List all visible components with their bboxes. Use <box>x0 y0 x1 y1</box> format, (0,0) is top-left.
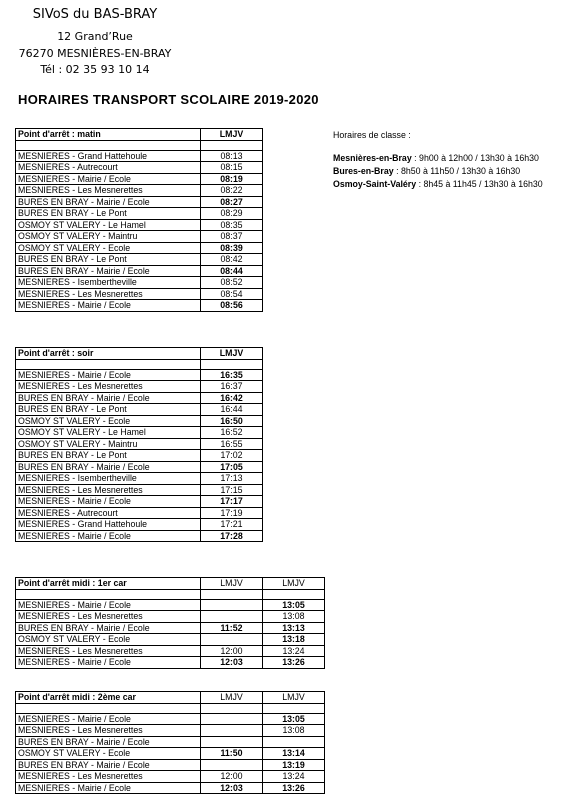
stop-name: MESNIERES - Les Mesnerettes <box>16 725 201 737</box>
empty-cell <box>16 703 201 713</box>
table-row <box>16 404 263 416</box>
table-row <box>16 599 325 611</box>
departure-time: 08:15 <box>201 162 263 174</box>
class-hours-place: Mesnières-en-Bray <box>333 153 412 163</box>
stop-name: MESNIERES - Autrecourt <box>16 162 201 174</box>
class-hours-row <box>333 153 539 163</box>
stop-name: OSMOY ST VALERY - Le Hamel <box>16 219 201 231</box>
stop-name: MESNIERES - Grand Hattehoule <box>16 150 201 162</box>
table-row <box>16 736 325 748</box>
departure-time-afternoon <box>263 736 325 748</box>
table-row <box>16 713 325 725</box>
class-hours-times: : 9h00 à 12h00 / 13h30 à 16h30 <box>411 153 539 163</box>
empty-cell <box>16 140 201 150</box>
table-row <box>16 219 263 231</box>
departure-time-afternoon: 13:05 <box>263 713 325 725</box>
stop-name: MESNIERES - Mairie / Ecole <box>16 300 201 312</box>
departure-time-afternoon: 13:08 <box>263 725 325 737</box>
table-row <box>16 242 263 254</box>
stop-name: BURES EN BRAY - Le Pont <box>16 208 201 220</box>
departure-time: 16:37 <box>201 381 263 393</box>
departure-time: 08:27 <box>201 196 263 208</box>
table-row <box>16 725 325 737</box>
departure-time: 17:17 <box>201 496 263 508</box>
column-header-days: LMJV <box>201 578 263 590</box>
stop-name: BURES EN BRAY - Mairie / Ecole <box>16 461 201 473</box>
empty-cell <box>263 589 325 599</box>
table-row <box>16 645 325 657</box>
table-row <box>16 507 263 519</box>
stop-name: MESNIERES - Mairie / Ecole <box>16 369 201 381</box>
table-spacer-row <box>16 703 325 713</box>
departure-time: 17:19 <box>201 507 263 519</box>
stop-name: MESNIERES - Les Mesnerettes <box>16 611 201 623</box>
stop-name: MESNIERES - Les Mesnerettes <box>16 771 201 783</box>
column-header-days: LMJV <box>201 692 263 704</box>
stop-name: OSMOY ST VALERY - Ecole <box>16 748 201 760</box>
departure-time-morning <box>201 599 263 611</box>
empty-cell <box>201 359 263 369</box>
midi-first-bus-table <box>15 577 325 669</box>
empty-cell <box>201 703 263 713</box>
table-row <box>16 438 263 450</box>
stop-name: MESNIERES - Les Mesnerettes <box>16 185 201 197</box>
departure-time-afternoon: 13:24 <box>263 771 325 783</box>
departure-time: 17:05 <box>201 461 263 473</box>
table-header-row <box>16 578 325 590</box>
departure-time: 16:35 <box>201 369 263 381</box>
stop-name: BURES EN BRAY - Mairie / Ecole <box>16 622 201 634</box>
stop-name: MESNIERES - Mairie / Ecole <box>16 782 201 794</box>
table-row <box>16 622 325 634</box>
stop-name: MESNIERES - Mairie / Ecole <box>16 657 201 669</box>
column-header-stop: Point d'arrêt midi : 2ème car <box>16 692 201 704</box>
organization-phone: Tél : 02 35 93 10 14 <box>40 63 150 76</box>
table-row <box>16 369 263 381</box>
table-row <box>16 461 263 473</box>
stop-name: MESNIERES - Mairie / Ecole <box>16 530 201 542</box>
table-row <box>16 173 263 185</box>
departure-time: 08:35 <box>201 219 263 231</box>
column-header-stop: Point d'arrêt : soir <box>16 348 201 360</box>
stop-name: OSMOY ST VALERY - Maintru <box>16 231 201 243</box>
table-header-row <box>16 129 263 141</box>
class-hours-row <box>333 166 520 176</box>
table-row <box>16 196 263 208</box>
departure-time: 17:13 <box>201 473 263 485</box>
table-header-row <box>16 348 263 360</box>
column-header-days: LMJV <box>263 578 325 590</box>
departure-time: 08:54 <box>201 288 263 300</box>
stop-name: MESNIERES - Autrecourt <box>16 507 201 519</box>
departure-time-afternoon: 13:19 <box>263 759 325 771</box>
departure-time: 16:44 <box>201 404 263 416</box>
class-hours-place: Osmoy-Saint-Valéry <box>333 179 417 189</box>
class-hours-times: : 8h50 à 11h50 / 13h30 à 16h30 <box>393 166 521 176</box>
departure-time: 08:39 <box>201 242 263 254</box>
departure-time: 08:52 <box>201 277 263 289</box>
column-header-days: LMJV <box>201 129 263 141</box>
stop-name: MESNIERES - Mairie / Ecole <box>16 599 201 611</box>
table-row <box>16 427 263 439</box>
departure-time-morning: 11:50 <box>201 748 263 760</box>
column-header-days: LMJV <box>263 692 325 704</box>
departure-time: 16:42 <box>201 392 263 404</box>
table-row <box>16 530 263 542</box>
stop-name: MESNIERES - Grand Hattehoule <box>16 519 201 531</box>
table-row <box>16 288 263 300</box>
empty-cell <box>201 589 263 599</box>
departure-time-afternoon: 13:14 <box>263 748 325 760</box>
departure-time-morning: 12:00 <box>201 645 263 657</box>
departure-time: 08:37 <box>201 231 263 243</box>
table-row <box>16 611 325 623</box>
stop-name: BURES EN BRAY - Mairie / Ecole <box>16 759 201 771</box>
stop-name: MESNIERES - Mairie / Ecole <box>16 496 201 508</box>
organization-address-line2: 76270 MESNIÈRES-EN-BRAY <box>18 47 172 60</box>
departure-time: 08:19 <box>201 173 263 185</box>
stop-name: MESNIERES - Mairie / Ecole <box>16 173 201 185</box>
table-row <box>16 185 263 197</box>
departure-time-morning <box>201 759 263 771</box>
departure-time: 08:44 <box>201 265 263 277</box>
table-row <box>16 473 263 485</box>
evening-schedule-table <box>15 347 263 542</box>
table-row <box>16 782 325 794</box>
empty-cell <box>16 359 201 369</box>
departure-time-afternoon: 13:18 <box>263 634 325 646</box>
stop-name: BURES EN BRAY - Mairie / Ecole <box>16 392 201 404</box>
table-row <box>16 450 263 462</box>
empty-cell <box>263 703 325 713</box>
table-row <box>16 265 263 277</box>
departure-time-afternoon: 13:05 <box>263 599 325 611</box>
class-hours-title: Horaires de classe : <box>333 130 411 140</box>
class-hours-times: : 8h45 à 11h45 / 13h30 à 16h30 <box>416 179 543 189</box>
stop-name: MESNIERES - Mairie / Ecole <box>16 713 201 725</box>
column-header-stop: Point d'arrêt : matin <box>16 129 201 141</box>
table-spacer-row <box>16 359 263 369</box>
departure-time-morning <box>201 611 263 623</box>
stop-name: BURES EN BRAY - Le Pont <box>16 254 201 266</box>
stop-name: MESNIERES - Les Mesnerettes <box>16 288 201 300</box>
departure-time: 08:29 <box>201 208 263 220</box>
midi-second-bus-table <box>15 691 325 794</box>
class-hours-place: Bures-en-Bray <box>333 166 394 176</box>
empty-cell <box>201 140 263 150</box>
morning-schedule-table <box>15 128 263 312</box>
table-row <box>16 634 325 646</box>
stop-name: MESNIERES - Les Mesnerettes <box>16 645 201 657</box>
departure-time: 16:52 <box>201 427 263 439</box>
departure-time-morning <box>201 725 263 737</box>
table-row <box>16 392 263 404</box>
stop-name: MESNIERES - Les Mesnerettes <box>16 381 201 393</box>
table-row <box>16 415 263 427</box>
departure-time: 08:42 <box>201 254 263 266</box>
table-row <box>16 484 263 496</box>
stop-name: BURES EN BRAY - Mairie / Ecole <box>16 265 201 277</box>
organization-name: SIVoS du BAS-BRAY <box>32 7 158 22</box>
table-row <box>16 277 263 289</box>
departure-time-afternoon: 13:24 <box>263 645 325 657</box>
departure-time: 16:50 <box>201 415 263 427</box>
stop-name: MESNIERES - Les Mesnerettes <box>16 484 201 496</box>
table-row <box>16 381 263 393</box>
stop-name: OSMOY ST VALERY - Ecole <box>16 415 201 427</box>
column-header-stop: Point d'arrêt midi : 1er car <box>16 578 201 590</box>
departure-time: 17:02 <box>201 450 263 462</box>
column-header-days: LMJV <box>201 348 263 360</box>
table-row <box>16 496 263 508</box>
table-row <box>16 771 325 783</box>
stop-name: MESNIERES - Isembertheville <box>16 277 201 289</box>
departure-time: 08:56 <box>201 300 263 312</box>
stop-name: BURES EN BRAY - Mairie / Ecole <box>16 736 201 748</box>
table-row <box>16 519 263 531</box>
stop-name: OSMOY ST VALERY - Ecole <box>16 634 201 646</box>
empty-cell <box>16 589 201 599</box>
table-row <box>16 254 263 266</box>
table-row <box>16 231 263 243</box>
stop-name: BURES EN BRAY - Mairie / Ecole <box>16 196 201 208</box>
departure-time: 17:15 <box>201 484 263 496</box>
table-row <box>16 208 263 220</box>
departure-time: 08:22 <box>201 185 263 197</box>
organization-address-line1: 12 Grand’Rue <box>57 30 133 43</box>
departure-time-morning: 12:03 <box>201 657 263 669</box>
stop-name: OSMOY ST VALERY - Maintru <box>16 438 201 450</box>
page-title: HORAIRES TRANSPORT SCOLAIRE 2019-2020 <box>18 92 319 107</box>
departure-time-morning <box>201 736 263 748</box>
table-row <box>16 759 325 771</box>
table-row <box>16 748 325 760</box>
table-header-row <box>16 692 325 704</box>
departure-time-afternoon: 13:26 <box>263 657 325 669</box>
departure-time: 17:28 <box>201 530 263 542</box>
departure-time-morning <box>201 713 263 725</box>
departure-time: 17:21 <box>201 519 263 531</box>
stop-name: OSMOY ST VALERY - Le Hamel <box>16 427 201 439</box>
stop-name: OSMOY ST VALERY - Ecole <box>16 242 201 254</box>
departure-time-morning: 11:52 <box>201 622 263 634</box>
table-spacer-row <box>16 589 325 599</box>
departure-time: 16:55 <box>201 438 263 450</box>
departure-time-morning: 12:03 <box>201 782 263 794</box>
table-spacer-row <box>16 140 263 150</box>
departure-time-morning: 12:00 <box>201 771 263 783</box>
table-row <box>16 657 325 669</box>
departure-time-morning <box>201 634 263 646</box>
stop-name: BURES EN BRAY - Le Pont <box>16 404 201 416</box>
stop-name: BURES EN BRAY - Le Pont <box>16 450 201 462</box>
departure-time-afternoon: 13:08 <box>263 611 325 623</box>
table-row <box>16 162 263 174</box>
stop-name: MESNIERES - Isembertheville <box>16 473 201 485</box>
table-row <box>16 150 263 162</box>
departure-time-afternoon: 13:13 <box>263 622 325 634</box>
table-row <box>16 300 263 312</box>
departure-time-afternoon: 13:26 <box>263 782 325 794</box>
class-hours-row <box>333 179 543 189</box>
departure-time: 08:13 <box>201 150 263 162</box>
